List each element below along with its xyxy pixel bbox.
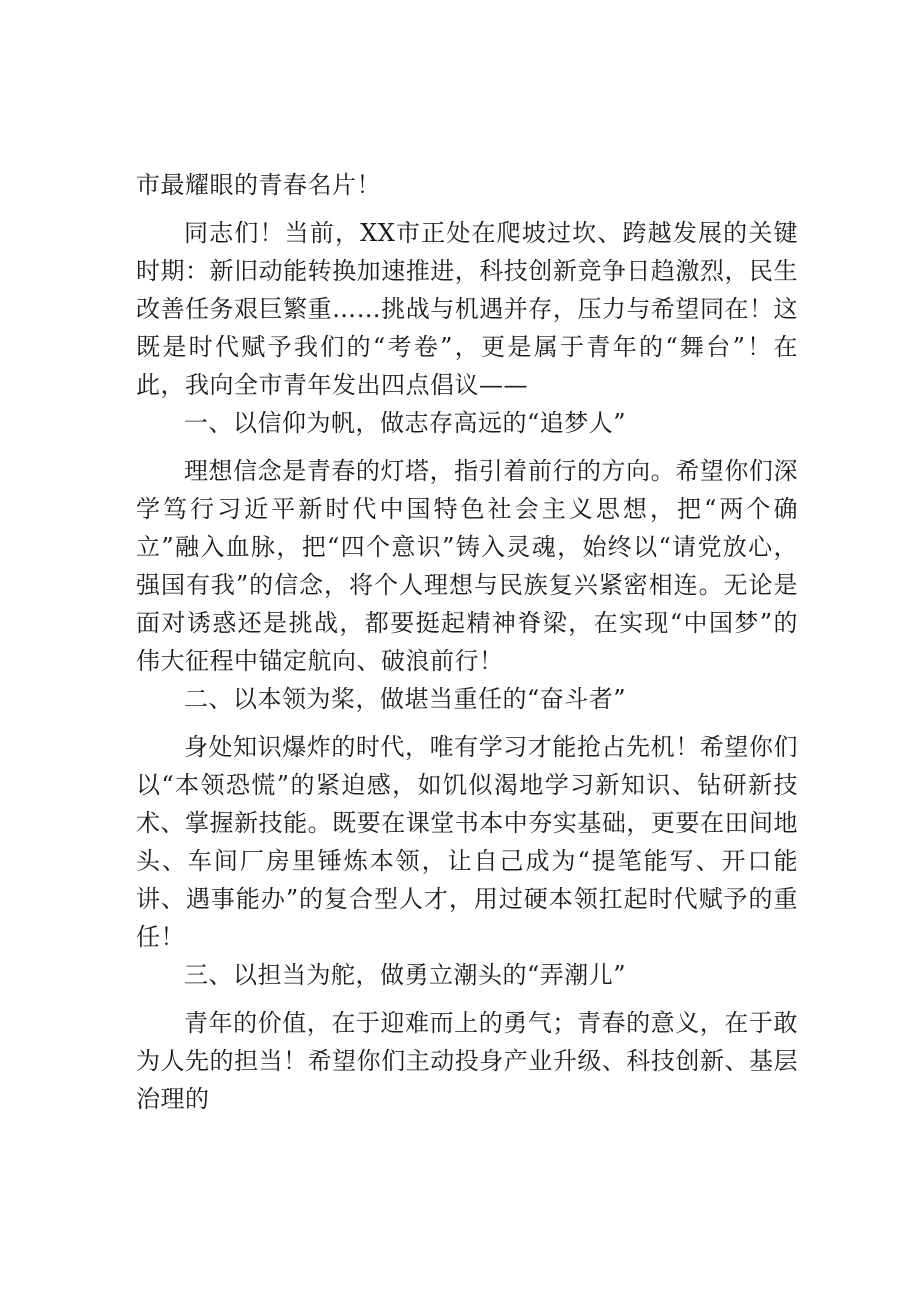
section-heading-3: 三、以担当为舵，做勇立潮头的“弄潮儿” — [184, 961, 627, 989]
paragraph-section-2: 身处知识爆炸的时代，唯有学习才能抢占先机！希望你们以“本领恐慌”的紧迫感，如饥似渴地学习新知识、钻研新技术、掌握新技能。既要在课堂书本中夯实基础，更要在田间地头、车间厂房里锤炼本领，让自己成为“提笔能写、开口能讲、遇事能办”的复合型人才，用过硬本领扛起时代赋予的重任！ — [136, 733, 798, 951]
paragraph-context: 同志们！当前，XX市正处在爬坡过坎、跨越发展的关键时期：新旧动能转换加速推进，科技创新竞争日趋激烈，民生改善任务艰巨繁重……挑战与机遇并存，压力与希望同在！这既是时代赋予我们的“考卷”，更是属于青年的“舞台”！在此，我向全市青年发出四点倡议—— — [136, 219, 798, 399]
section-heading-2: 二、以本领为桨，做堪当重任的“奋斗者” — [184, 685, 627, 713]
section-heading-1: 一、以信仰为帆，做志存高远的“追梦人” — [184, 409, 627, 437]
paragraph-section-1: 理想信念是青春的灯塔，指引着前行的方向。希望你们深学笃行习近平新时代中国特色社会主义思想，把“两个确立”融入血脉，把“四个意识”铸入灵魂，始终以“请党放心，强国有我”的信念，将个人理想与民族复兴紧密相连。无论是面对诱惑还是挑战，都要挺起精神脊梁，在实现“中国梦”的伟大征程中锚定航向、破浪前行！ — [136, 457, 798, 675]
paragraph-continuation: 市最耀眼的青春名片！ — [136, 171, 381, 199]
paragraph-section-3: 青年的价值，在于迎难而上的勇气；青春的意义，在于敢为人先的担当！希望你们主动投身产业升级、科技创新、基层治理的 — [136, 1009, 798, 1113]
document-body — [136, 166, 798, 1118]
